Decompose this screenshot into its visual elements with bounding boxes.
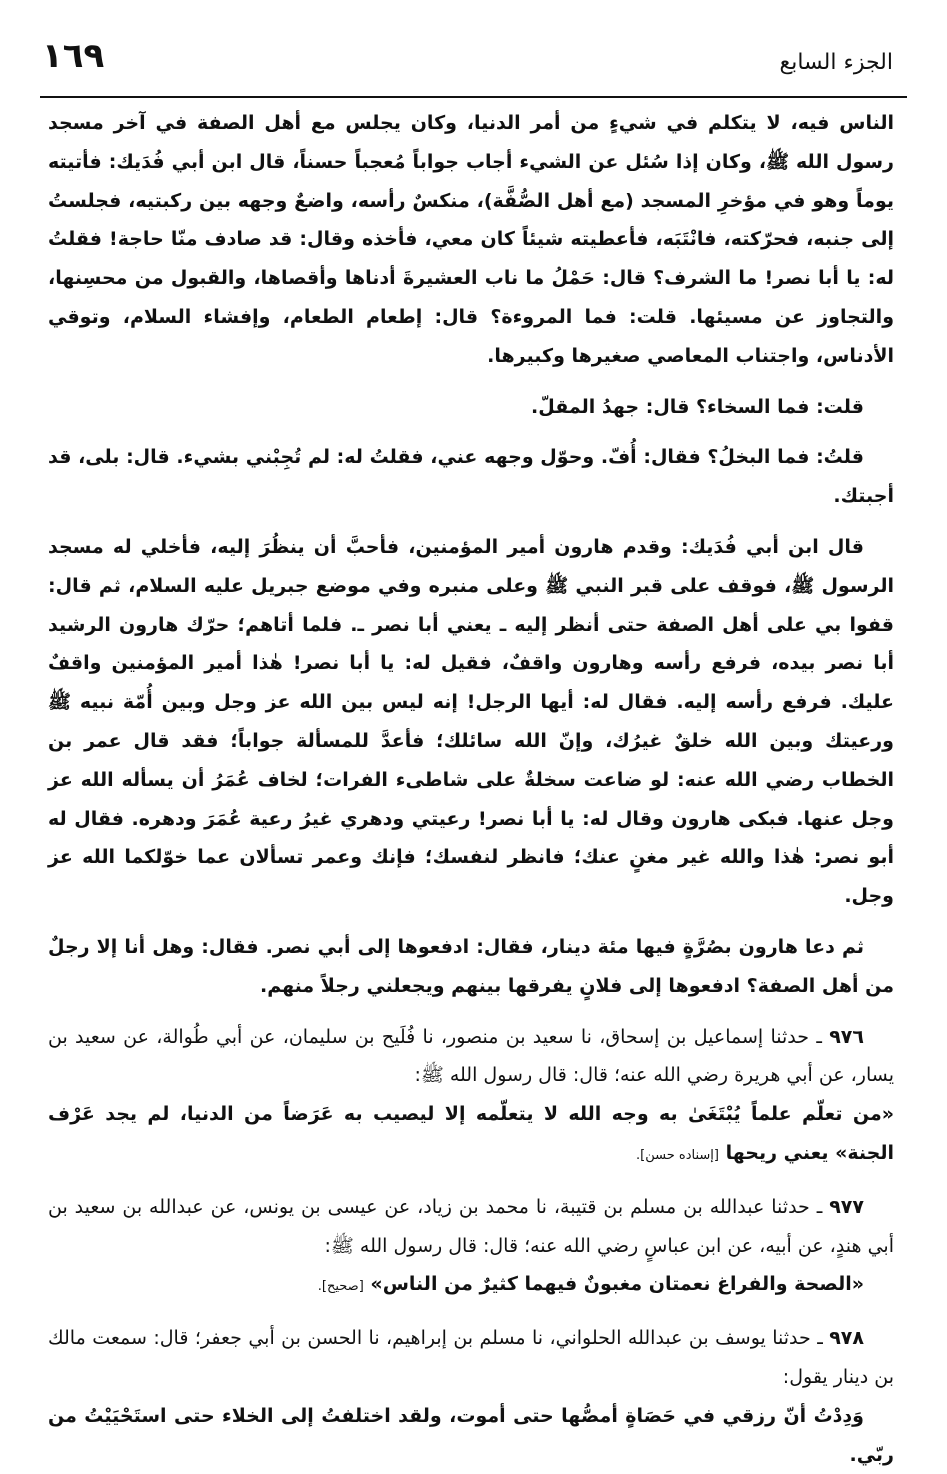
- paragraph-miserliness: قلتُ: فما البخلُ؟ فقال: أُفّ. وحوّل وجهه عني، فقلتُ له: لم تُجِبْني بشيء. قال: بلى، قد أجبتك.: [48, 446, 894, 508]
- hadith-number: ٩٧٧: [829, 1195, 864, 1218]
- hadith-isnad: ـ حدثنا إسماعيل بن إسحاق، نا سعيد بن منصور، نا فُلَيح بن سليمان، عن أبي طُوالة، عن سعيد بن يسار، عن أبي هريرة رضي الله عنه؛ قال: قال رسول الله ﷺ:: [48, 1025, 894, 1087]
- paragraph-purse: ثم دعا هارون بصُرَّةٍ فيها مئة دينار، فقال: ادفعوها إلى أبي نصر. فقال: وهل أنا إلا رجلٌ من أهل الصفة؟ ادفعوها إلى فلانٍ يفرقها بينهم ويجعلني رجلاً منهم.: [48, 935, 894, 997]
- paragraph-generosity: قلت: فما السخاء؟ قال: جهدُ المقلّ.: [531, 395, 864, 418]
- running-title: الجزء السابع: [779, 50, 893, 75]
- quote-text: وَدِدْتُ أنّ رزقي في حَصَاةٍ أمصُّها حتى أموت، ولقد اختلفتُ إلى الخلاء حتى استَحْيَيْتُ من ربّي.: [48, 1404, 894, 1466]
- hadith-grade: [صحيح].: [317, 1279, 364, 1295]
- page-number: ١٦٩: [42, 36, 105, 76]
- hadith-isnad: ـ حدثنا عبدالله بن مسلم بن قتيبة، نا محمد بن زياد، عن عيسى بن يونس، عن عبدالله بن سعيد بن أبي هندٍ، عن أبيه، عن ابن عباسٍ رضي الله عنه؛ قال: قال رسول الله ﷺ:: [48, 1195, 894, 1257]
- hadith-number: ٩٧٨: [829, 1327, 864, 1350]
- page-header: [40, 34, 907, 98]
- paragraph-abu-nasr-description: الناس فيه، لا يتكلم في شيءٍ من أمر الدنيا، وكان يجلس مع أهل الصفة في آخر مسجد رسول الله ﷺ، وكان إذا سُئل عن الشيء أجاب جواباً مُعجباً حسناً، قال ابن أبي فُدَيك: فأتيته يوماً وهو في مؤخرِ المسجد (مع أهل الصُّفَّة)، منكسٌ رأسه، واضعٌ وجهه بين ركبتيه، فجلستُ إلى جنبه، فحرّكته، فانْتَبَه، فأعطيته شيئاً كان معي، فأخذه وقال: قد صادف منّا حاجة! فقلتُ له: يا أبا نصر! ما الشرف؟ قال: حَمْلُ ما ناب العشيرةَ أدناها وأقصاها، والقبول من محسِنها، والتجاوز عن مسيئها. قلت: فما المروءة؟ قال: إطعام الطعام، وإفشاء السلام، وتوقي الأدناس، واجتناب المعاصي صغيرها وكبيرها.: [48, 112, 894, 367]
- paragraph-harun-visit: قال ابن أبي فُدَيك: وقدم هارون أمير المؤمنين، فأحبَّ أن ينظُرَ إليه، فأخلي له مسجد الرسول ﷺ، فوقف على قبر النبي ﷺ وعلى منبره وفي موضع جبريل عليه السلام، ثم قال: قفوا بي على أهل الصفة حتى أنظر إليه ـ يعني أبا نصر ـ. فلما أتاهم؛ حرّك هارون الرشيد أبا نصر بيده، فرفع رأسه وهارون واقفٌ، فقيل له: يا أبا نصر! هٰذا أمير المؤمنين واقفٌ عليك. فرفع رأسه إليه. فقال له: أيها الرجل! إنه ليس بين الله عز وجل وبين أُمّة نبيه ﷺ ورعيتك وبين الله خلقٌ غيرُك، وإنّ الله سائلك؛ فأعدَّ للمسألة جواباً؛ فقد قال عمر بن الخطاب رضي الله عنه: لو ضاعت سخلةٌ على شاطىء الفرات؛ لخاف عُمَرُ أن يسأله الله عز وجل عنها. فبكى هارون وقال له: يا أبا نصر! رعيتي ودهري غيرُ رعية عُمَرَ ودهره. فقال له أبو نصر: هٰذا والله غير مغنٍ عنك؛ فانظر لنفسك؛ فإنك وعمر تسألان عما خوّلكما الله عز وجل.: [48, 535, 894, 908]
- hadith-number: ٩٧٦: [829, 1025, 864, 1048]
- hadith-977-isnad: [48, 1188, 894, 1266]
- hadith-977-text: [48, 1265, 894, 1307]
- page-body: [48, 104, 894, 1474]
- hadith-matn: «من تعلّم علماً يُبْتَغَىٰ به وجه الله لا يتعلّمه إلا ليصيب به عَرَضاً من الدنيا، لم يجد عَرْف الجنة» يعني ريحها: [48, 1103, 894, 1164]
- hadith-grade: [إسناده حسن].: [636, 1147, 719, 1163]
- hadith-976-isnad: [48, 1018, 894, 1096]
- hadith-978-isnad: [48, 1319, 894, 1397]
- hadith-matn: «الصحة والفراغ نعمتان مغبونٌ فيهما كثيرٌ من الناس»: [370, 1273, 864, 1296]
- hadith-isnad: ـ حدثنا يوسف بن عبدالله الحلواني، نا مسلم بن إبراهيم، نا الحسن بن أبي جعفر؛ قال: سمعت مالك بن دينار يقول:: [48, 1327, 894, 1388]
- hadith-976-text: [48, 1095, 894, 1176]
- hadith-978-text: [48, 1397, 894, 1474]
